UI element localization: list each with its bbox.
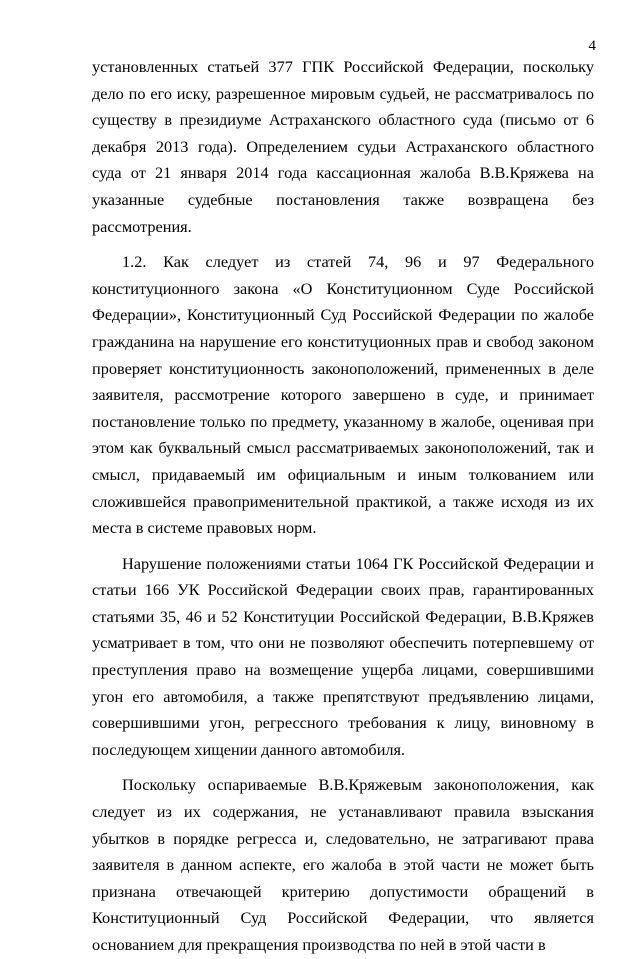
paragraph-violation: Нарушение положениями статьи 1064 ГК Российской Федерации и статьи 166 УК Российской Федерации своих прав, гарантированных статьями 35, 46 и 52 Конституции Российской Федерации, В.В.Кряжев усматривает в том, что они не позволяют обеспечить потерпевшему от преступления право на возмещение ущерба лицами, совершившими угон его автомобиля, а также препятствуют предъявлению лицами, совершившими угон, регрессного требования к лицу, виновному в последующем хищении данного автомобиля. bbox=[92, 553, 594, 759]
document-body bbox=[92, 54, 594, 959]
paragraph-continuation: установленных статьей 377 ГПК Российской Федерации, поскольку дело по его иску, разрешенное мировым судьей, не рассматривалось по существу в президиуме Астраханского областного суда (письмо от 6 декабря 2013 года). Определением судьи Астраханского областного суда от 21 января 2014 года кассационная жалоба В.В.Кряжева на указанные судебные постановления также возвращена без рассмотрения. bbox=[92, 57, 594, 236]
paragraph-1-2: 1.2. Как следует из статей 74, 96 и 97 Федерального конституционного закона «О Конституционном Суде Российской Федерации», Конституционный Суд Российской Федерации по жалобе гражданина на нарушение его конституционных прав и свобод законом проверяет конституционность законоположений, примененных в деле заявителя, рассмотрение которого завершено в суде, и принимает постановление только по предмету, указанному в жалобе, оценивая при этом как буквальный смысл рассматриваемых законоположений, так и смысл, придаваемый им официальным и иным толкованием или сложившейся правоприменительной практикой, а также исходя из их места в системе правовых норм. bbox=[92, 252, 594, 538]
page-number: 4 bbox=[588, 38, 596, 54]
paragraph-conclusion: Поскольку оспариваемые В.В.Кряжевым законоположения, как следует из их содержания, не устанавливают правила взыскания убытков в порядке регресса и, следовательно, не затрагивают права заявителя в данном аспекте, его жалоба в этой части не может быть признана отвечающей критерию допустимости обращений в Конституционный Суд Российской Федерации, что является основанием для прекращения производства по ней в этой части в bbox=[92, 775, 594, 954]
